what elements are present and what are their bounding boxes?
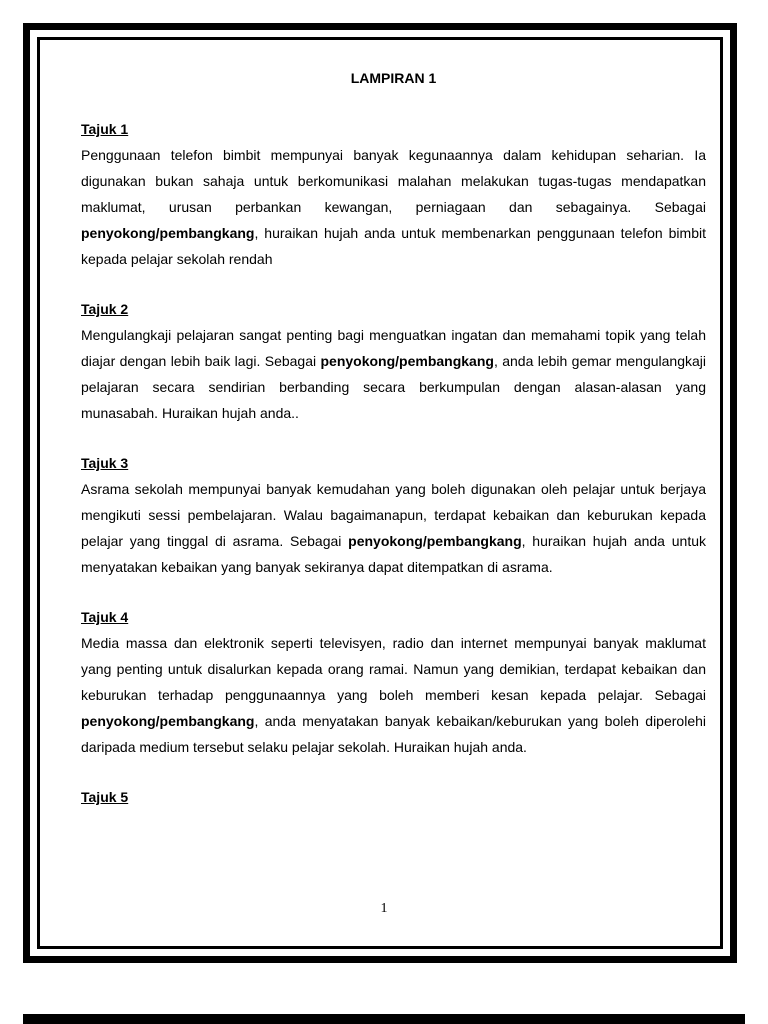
section-heading: Tajuk 5 xyxy=(81,789,129,805)
paragraph-text: Penggunaan telefon bimbit mempunyai banyak kegunaannya dalam kehidupan seharian. Ia digunakan bukan sahaja untuk berkomunikasi malahan melakukan tugas-tugas mendapatkan maklumat, urusan perbankan kewangan, perniagaan dan sebagainya. Sebagai xyxy=(81,147,706,215)
paragraph-text: Asrama sekolah mempunyai banyak kemudahan yang boleh digunakan oleh pelajar untuk berjaya mengikuti sessi pembelajaran. Walau bagaimanapun, terdapat kebaikan dan keburukan kepada pelajar yang tinggal di asrama. Sebagai xyxy=(81,481,706,549)
paragraph-text: , huraikan hujah anda untuk membenarkan penggunaan telefon bimbit kepada pelajar sekolah rendah xyxy=(81,225,706,267)
section-heading: Tajuk 4 xyxy=(81,609,129,625)
section-paragraph xyxy=(81,476,706,580)
bold-phrase: penyokong/pembangkang xyxy=(320,353,494,369)
bold-phrase: penyokong/pembangkang xyxy=(81,713,255,729)
section-heading: Tajuk 1 xyxy=(81,121,129,137)
document-title: LAMPIRAN 1 xyxy=(350,70,437,86)
paragraph-text: , huraikan hujah anda untuk menyatakan kebaikan yang banyak sekiranya dapat ditempatkan di asrama. xyxy=(81,533,706,575)
section-paragraph xyxy=(81,630,706,760)
section-heading: Tajuk 3 xyxy=(81,455,129,471)
bold-phrase: penyokong/pembangkang xyxy=(348,533,522,549)
next-page-border xyxy=(23,1014,745,1024)
paragraph-text: Media massa dan elektronik seperti televisyen, radio dan internet mempunyai banyak maklumat yang penting untuk disalurkan kepada orang ramai. Namun yang demikian, terdapat kebaikan dan keburukan terhadap penggunaannya yang boleh memberi kesan kepada pelajar. Sebagai xyxy=(81,635,706,703)
section-tajuk-4 xyxy=(81,608,706,760)
section-heading: Tajuk 2 xyxy=(81,301,129,317)
section-tajuk-1 xyxy=(81,120,706,272)
section-paragraph xyxy=(81,142,706,272)
document-body xyxy=(81,66,706,806)
paragraph-text: Mengulangkaji pelajaran sangat penting bagi menguatkan ingatan dan memahami topik yang telah diajar dengan lebih baik lagi. Sebagai xyxy=(81,327,706,369)
paragraph-text: , anda menyatakan banyak kebaikan/keburukan yang boleh diperolehi daripada medium tersebut selaku pelajar sekolah. Huraikan hujah anda. xyxy=(81,713,706,755)
section-paragraph xyxy=(81,322,706,426)
paragraph-text: , anda lebih gemar mengulangkaji pelajaran secara sendirian berbanding secara berkumpulan dengan alasan-alasan yang munasabah. Huraikan hujah anda.. xyxy=(81,353,706,421)
bold-phrase: penyokong/pembangkang xyxy=(81,225,255,241)
section-tajuk-2 xyxy=(81,300,706,426)
section-tajuk-3 xyxy=(81,454,706,580)
page-number: 1 xyxy=(380,901,388,916)
section-tajuk-5 xyxy=(81,788,706,806)
